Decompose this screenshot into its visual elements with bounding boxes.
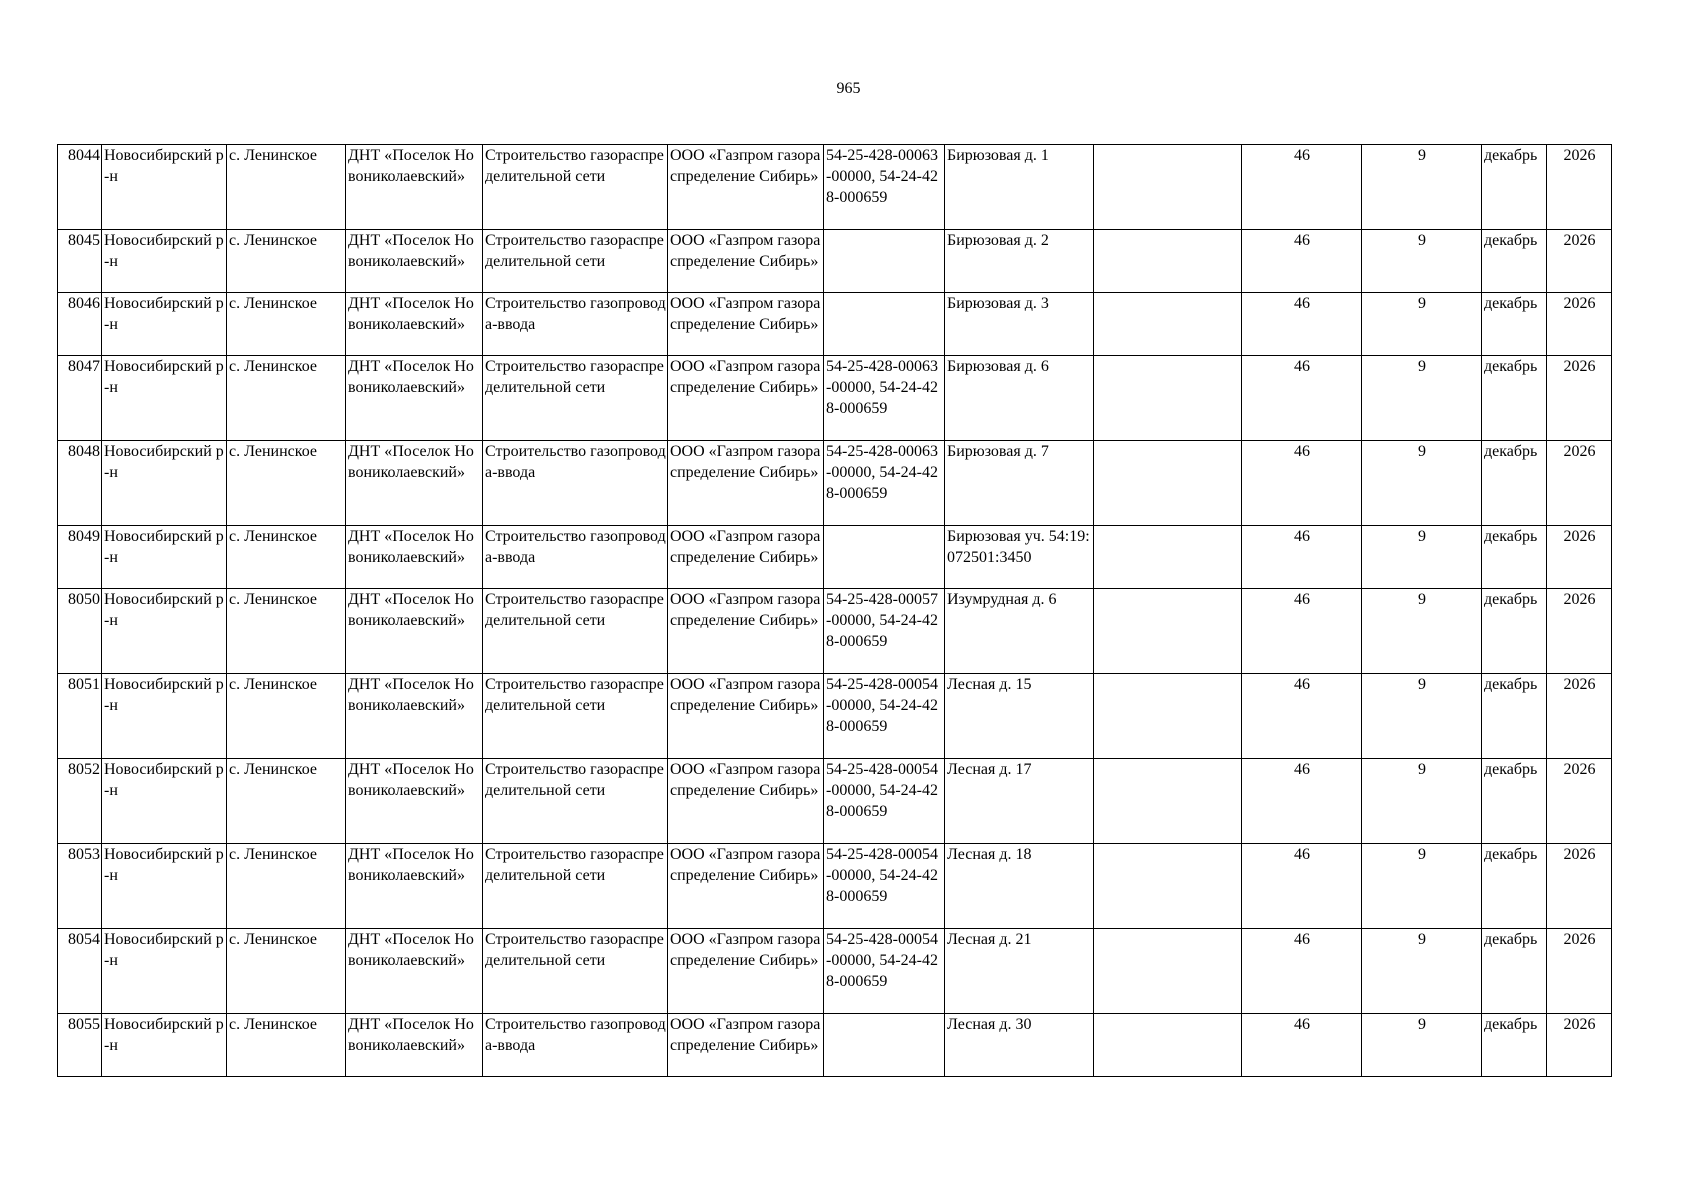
empty-cell bbox=[1094, 145, 1242, 230]
value1-cell: 46 bbox=[1242, 230, 1362, 293]
company-cell: ООО «Газпром газораспределение Сибирь» bbox=[668, 526, 824, 589]
organization-cell: ДНТ «Поселок Новониколаевский» bbox=[346, 1014, 483, 1077]
codes-cell: 54-25-428-00063-00000, 54-24-428-000659 bbox=[824, 441, 945, 526]
district-cell: Новосибирский р-н bbox=[102, 589, 227, 674]
value2-cell: 9 bbox=[1362, 526, 1482, 589]
row-number: 8044 bbox=[58, 145, 102, 230]
codes-cell: 54-25-428-00054-00000, 54-24-428-000659 bbox=[824, 844, 945, 929]
work-type-cell: Строительство газораспределительной сети bbox=[483, 589, 668, 674]
table-row bbox=[58, 929, 1612, 1014]
value2-cell: 9 bbox=[1362, 230, 1482, 293]
row-number: 8049 bbox=[58, 526, 102, 589]
organization-cell: ДНТ «Поселок Новониколаевский» bbox=[346, 526, 483, 589]
value1-cell: 46 bbox=[1242, 1014, 1362, 1077]
district-cell: Новосибирский р-н bbox=[102, 759, 227, 844]
company-cell: ООО «Газпром газораспределение Сибирь» bbox=[668, 293, 824, 356]
codes-cell bbox=[824, 526, 945, 589]
address-cell: Бирюзовая д. 7 bbox=[945, 441, 1094, 526]
district-cell: Новосибирский р-н bbox=[102, 293, 227, 356]
work-type-cell: Строительство газораспределительной сети bbox=[483, 929, 668, 1014]
empty-cell bbox=[1094, 759, 1242, 844]
company-cell: ООО «Газпром газораспределение Сибирь» bbox=[668, 929, 824, 1014]
codes-cell: 54-25-428-00063-00000, 54-24-428-000659 bbox=[824, 145, 945, 230]
table-row bbox=[58, 230, 1612, 293]
year-cell: 2026 bbox=[1547, 929, 1612, 1014]
company-cell: ООО «Газпром газораспределение Сибирь» bbox=[668, 759, 824, 844]
row-number: 8050 bbox=[58, 589, 102, 674]
settlement-cell: с. Ленинское bbox=[227, 356, 346, 441]
value1-cell: 46 bbox=[1242, 356, 1362, 441]
address-cell: Изумрудная д. 6 bbox=[945, 589, 1094, 674]
district-cell: Новосибирский р-н bbox=[102, 441, 227, 526]
value1-cell: 46 bbox=[1242, 293, 1362, 356]
table-row bbox=[58, 844, 1612, 929]
empty-cell bbox=[1094, 526, 1242, 589]
company-cell: ООО «Газпром газораспределение Сибирь» bbox=[668, 589, 824, 674]
value2-cell: 9 bbox=[1362, 441, 1482, 526]
value2-cell: 9 bbox=[1362, 589, 1482, 674]
settlement-cell: с. Ленинское bbox=[227, 674, 346, 759]
company-cell: ООО «Газпром газораспределение Сибирь» bbox=[668, 1014, 824, 1077]
month-cell: декабрь bbox=[1482, 356, 1547, 441]
page-number: 965 bbox=[836, 80, 861, 97]
codes-cell bbox=[824, 293, 945, 356]
work-type-cell: Строительство газораспределительной сети bbox=[483, 356, 668, 441]
settlement-cell: с. Ленинское bbox=[227, 293, 346, 356]
settlement-cell: с. Ленинское bbox=[227, 844, 346, 929]
address-cell: Бирюзовая д. 1 bbox=[945, 145, 1094, 230]
month-cell: декабрь bbox=[1482, 441, 1547, 526]
year-cell: 2026 bbox=[1547, 356, 1612, 441]
value1-cell: 46 bbox=[1242, 589, 1362, 674]
row-number: 8048 bbox=[58, 441, 102, 526]
month-cell: декабрь bbox=[1482, 929, 1547, 1014]
month-cell: декабрь bbox=[1482, 526, 1547, 589]
district-cell: Новосибирский р-н bbox=[102, 145, 227, 230]
row-number: 8054 bbox=[58, 929, 102, 1014]
district-cell: Новосибирский р-н bbox=[102, 929, 227, 1014]
address-cell: Лесная д. 30 bbox=[945, 1014, 1094, 1077]
month-cell: декабрь bbox=[1482, 759, 1547, 844]
value1-cell: 46 bbox=[1242, 759, 1362, 844]
codes-cell: 54-25-428-00054-00000, 54-24-428-000659 bbox=[824, 929, 945, 1014]
district-cell: Новосибирский р-н bbox=[102, 526, 227, 589]
empty-cell bbox=[1094, 441, 1242, 526]
value2-cell: 9 bbox=[1362, 293, 1482, 356]
empty-cell bbox=[1094, 230, 1242, 293]
address-cell: Лесная д. 15 bbox=[945, 674, 1094, 759]
work-type-cell: Строительство газораспределительной сети bbox=[483, 145, 668, 230]
address-cell: Бирюзовая д. 6 bbox=[945, 356, 1094, 441]
settlement-cell: с. Ленинское bbox=[227, 929, 346, 1014]
work-type-cell: Строительство газораспределительной сети bbox=[483, 759, 668, 844]
organization-cell: ДНТ «Поселок Новониколаевский» bbox=[346, 589, 483, 674]
value1-cell: 46 bbox=[1242, 844, 1362, 929]
value1-cell: 46 bbox=[1242, 441, 1362, 526]
year-cell: 2026 bbox=[1547, 759, 1612, 844]
table-row bbox=[58, 356, 1612, 441]
organization-cell: ДНТ «Поселок Новониколаевский» bbox=[346, 356, 483, 441]
organization-cell: ДНТ «Поселок Новониколаевский» bbox=[346, 145, 483, 230]
address-cell: Бирюзовая д. 2 bbox=[945, 230, 1094, 293]
address-cell: Лесная д. 21 bbox=[945, 929, 1094, 1014]
table-row bbox=[58, 759, 1612, 844]
value2-cell: 9 bbox=[1362, 674, 1482, 759]
work-type-cell: Строительство газораспределительной сети bbox=[483, 674, 668, 759]
settlement-cell: с. Ленинское bbox=[227, 589, 346, 674]
district-cell: Новосибирский р-н bbox=[102, 356, 227, 441]
organization-cell: ДНТ «Поселок Новониколаевский» bbox=[346, 929, 483, 1014]
empty-cell bbox=[1094, 929, 1242, 1014]
settlement-cell: с. Ленинское bbox=[227, 759, 346, 844]
row-number: 8052 bbox=[58, 759, 102, 844]
year-cell: 2026 bbox=[1547, 674, 1612, 759]
codes-cell: 54-25-428-00063-00000, 54-24-428-000659 bbox=[824, 356, 945, 441]
district-cell: Новосибирский р-н bbox=[102, 844, 227, 929]
work-type-cell: Строительство газораспределительной сети bbox=[483, 230, 668, 293]
month-cell: декабрь bbox=[1482, 230, 1547, 293]
month-cell: декабрь bbox=[1482, 293, 1547, 356]
year-cell: 2026 bbox=[1547, 589, 1612, 674]
value2-cell: 9 bbox=[1362, 759, 1482, 844]
empty-cell bbox=[1094, 844, 1242, 929]
year-cell: 2026 bbox=[1547, 844, 1612, 929]
address-cell: Лесная д. 17 bbox=[945, 759, 1094, 844]
work-type-cell: Строительство газопровода-ввода bbox=[483, 293, 668, 356]
year-cell: 2026 bbox=[1547, 230, 1612, 293]
address-cell: Бирюзовая д. 3 bbox=[945, 293, 1094, 356]
table-row bbox=[58, 441, 1612, 526]
codes-cell: 54-25-428-00054-00000, 54-24-428-000659 bbox=[824, 674, 945, 759]
value1-cell: 46 bbox=[1242, 526, 1362, 589]
year-cell: 2026 bbox=[1547, 526, 1612, 589]
district-cell: Новосибирский р-н bbox=[102, 230, 227, 293]
work-type-cell: Строительство газораспределительной сети bbox=[483, 844, 668, 929]
empty-cell bbox=[1094, 674, 1242, 759]
row-number: 8051 bbox=[58, 674, 102, 759]
row-number: 8045 bbox=[58, 230, 102, 293]
address-cell: Лесная д. 18 bbox=[945, 844, 1094, 929]
settlement-cell: с. Ленинское bbox=[227, 1014, 346, 1077]
work-type-cell: Строительство газопровода-ввода bbox=[483, 1014, 668, 1077]
row-number: 8047 bbox=[58, 356, 102, 441]
empty-cell bbox=[1094, 1014, 1242, 1077]
year-cell: 2026 bbox=[1547, 293, 1612, 356]
address-cell: Бирюзовая уч. 54:19:072501:3450 bbox=[945, 526, 1094, 589]
value2-cell: 9 bbox=[1362, 844, 1482, 929]
empty-cell bbox=[1094, 589, 1242, 674]
value2-cell: 9 bbox=[1362, 145, 1482, 230]
codes-cell bbox=[824, 230, 945, 293]
organization-cell: ДНТ «Поселок Новониколаевский» bbox=[346, 230, 483, 293]
month-cell: декабрь bbox=[1482, 674, 1547, 759]
month-cell: декабрь bbox=[1482, 145, 1547, 230]
value1-cell: 46 bbox=[1242, 929, 1362, 1014]
table-row bbox=[58, 145, 1612, 230]
settlement-cell: с. Ленинское bbox=[227, 230, 346, 293]
value2-cell: 9 bbox=[1362, 356, 1482, 441]
company-cell: ООО «Газпром газораспределение Сибирь» bbox=[668, 356, 824, 441]
company-cell: ООО «Газпром газораспределение Сибирь» bbox=[668, 844, 824, 929]
row-number: 8046 bbox=[58, 293, 102, 356]
year-cell: 2026 bbox=[1547, 1014, 1612, 1077]
settlement-cell: с. Ленинское bbox=[227, 145, 346, 230]
value2-cell: 9 bbox=[1362, 929, 1482, 1014]
month-cell: декабрь bbox=[1482, 844, 1547, 929]
row-number: 8053 bbox=[58, 844, 102, 929]
row-number: 8055 bbox=[58, 1014, 102, 1077]
work-type-cell: Строительство газопровода-ввода bbox=[483, 526, 668, 589]
document-table bbox=[57, 144, 1612, 1077]
organization-cell: ДНТ «Поселок Новониколаевский» bbox=[346, 674, 483, 759]
value1-cell: 46 bbox=[1242, 674, 1362, 759]
work-type-cell: Строительство газопровода-ввода bbox=[483, 441, 668, 526]
table-row bbox=[58, 1014, 1612, 1077]
table-row bbox=[58, 293, 1612, 356]
codes-cell bbox=[824, 1014, 945, 1077]
value1-cell: 46 bbox=[1242, 145, 1362, 230]
year-cell: 2026 bbox=[1547, 145, 1612, 230]
empty-cell bbox=[1094, 356, 1242, 441]
company-cell: ООО «Газпром газораспределение Сибирь» bbox=[668, 441, 824, 526]
codes-cell: 54-25-428-00054-00000, 54-24-428-000659 bbox=[824, 759, 945, 844]
organization-cell: ДНТ «Поселок Новониколаевский» bbox=[346, 844, 483, 929]
table-row bbox=[58, 526, 1612, 589]
empty-cell bbox=[1094, 293, 1242, 356]
codes-cell: 54-25-428-00057-00000, 54-24-428-000659 bbox=[824, 589, 945, 674]
value2-cell: 9 bbox=[1362, 1014, 1482, 1077]
month-cell: декабрь bbox=[1482, 589, 1547, 674]
company-cell: ООО «Газпром газораспределение Сибирь» bbox=[668, 230, 824, 293]
settlement-cell: с. Ленинское bbox=[227, 526, 346, 589]
organization-cell: ДНТ «Поселок Новониколаевский» bbox=[346, 293, 483, 356]
company-cell: ООО «Газпром газораспределение Сибирь» bbox=[668, 145, 824, 230]
table-row bbox=[58, 589, 1612, 674]
company-cell: ООО «Газпром газораспределение Сибирь» bbox=[668, 674, 824, 759]
settlement-cell: с. Ленинское bbox=[227, 441, 346, 526]
organization-cell: ДНТ «Поселок Новониколаевский» bbox=[346, 759, 483, 844]
district-cell: Новосибирский р-н bbox=[102, 674, 227, 759]
year-cell: 2026 bbox=[1547, 441, 1612, 526]
organization-cell: ДНТ «Поселок Новониколаевский» bbox=[346, 441, 483, 526]
district-cell: Новосибирский р-н bbox=[102, 1014, 227, 1077]
table-row bbox=[58, 674, 1612, 759]
month-cell: декабрь bbox=[1482, 1014, 1547, 1077]
table-body bbox=[58, 145, 1612, 1077]
